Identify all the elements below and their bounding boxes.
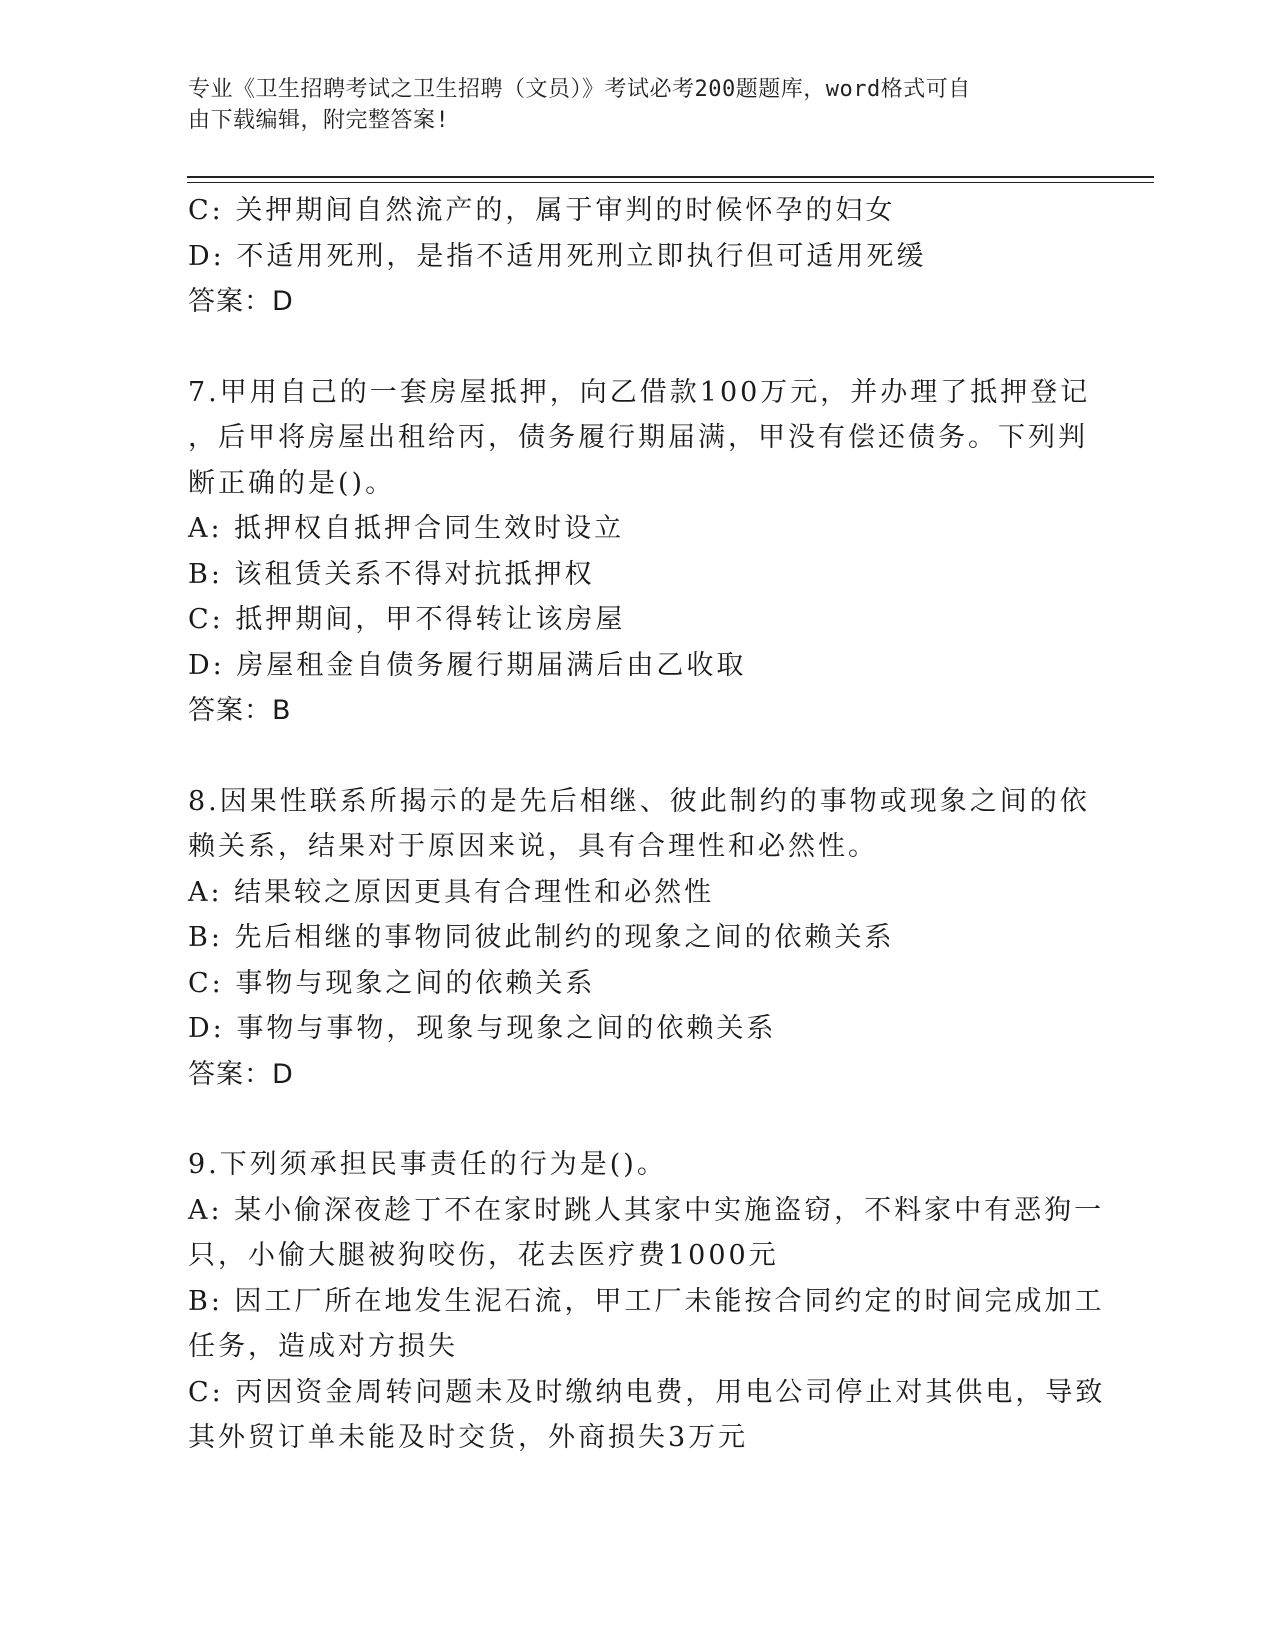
q9-option-c-line-1: C: 丙因资金周转问题未及时缴纳电费，用电公司停止对其供电，导致 [188, 1376, 1106, 1408]
q7-stem-line-2: ，后甲将房屋出租给丙，债务履行期届满，甲没有偿还债务。下列判 [188, 422, 1088, 453]
q9-stem-line-1: 9.下列须承担民事责任的行为是()。 [188, 1149, 667, 1180]
q8-option-b: B: 先后相继的事物同彼此制约的现象之间的依赖关系 [188, 922, 895, 953]
q8-option-a: A: 结果较之原因更具有合理性和必然性 [188, 876, 715, 908]
q8-option-d: D: 事物与事物，现象与现象之间的依赖关系 [188, 1013, 777, 1044]
spacer [188, 1097, 1088, 1142]
q9-option-b-line-2: 任务，造成对方损失 [188, 1331, 458, 1362]
header-line-2: 由下载编辑，附完整答案! [188, 108, 450, 133]
question-content [188, 188, 1106, 1461]
spacer [188, 734, 1088, 779]
spacer [188, 325, 1088, 370]
q8-answer: 答案：D [188, 1058, 294, 1090]
question-9 [188, 1142, 1106, 1461]
q6-answer: 答案：D [188, 286, 294, 317]
header-line-1: 专业《卫生招聘考试之卫生招聘（文员）》考试必考200题题库，word格式可自 [188, 77, 971, 102]
q6-option-c: C: 关押期间自然流产的，属于审判的时候怀孕的妇女 [188, 195, 896, 226]
q6-option-d: D: 不适用死刑，是指不适用死刑立即执行但可适用死缓 [188, 240, 927, 272]
q7-option-c: C: 抵押期间，甲不得转让该房屋 [188, 604, 626, 635]
q9-option-a-line-1: A: 某小偷深夜趁丁不在家时跳人其家中实施盗窃，不料家中有恶狗一 [188, 1194, 1105, 1226]
question-8 [188, 779, 1088, 1098]
q9-option-a-line-2: 只，小偷大腿被狗咬伤，花去医疗费1000元 [188, 1240, 779, 1271]
q8-stem-line-2: 赖关系，结果对于原因来说，具有合理性和必然性。 [188, 831, 878, 862]
q8-stem-line-1: 8.因果性联系所揭示的是先后相继、彼此制约的事物或现象之间的依 [188, 785, 1090, 817]
question-6-tail [188, 188, 1088, 325]
header-divider-thick [187, 176, 1154, 178]
q9-option-b-line-1: B: 因工厂所在地发生泥石流，甲工厂未能按合同约定的时间完成加工 [188, 1285, 1105, 1317]
page-header [188, 74, 1068, 136]
q8-option-c: C: 事物与现象之间的依赖关系 [188, 967, 596, 999]
q7-stem-line-3: 断正确的是()。 [188, 467, 396, 499]
q7-option-a: A: 抵押权自抵押合同生效时设立 [188, 513, 625, 544]
q7-stem-line-1: 7.甲用自己的一套房屋抵押，向乙借款100万元，并办理了抵押登记 [188, 376, 1091, 408]
question-7 [188, 370, 1091, 734]
q9-option-c-line-2: 其外贸订单未能及时交货，外商损失3万元 [188, 1422, 749, 1453]
q7-option-d: D: 房屋租金自债务履行期届满后由乙收取 [188, 649, 747, 681]
q7-answer: 答案：B [188, 695, 292, 726]
q7-option-b: B: 该租赁关系不得对抗抵押权 [188, 558, 595, 590]
header-divider-thin [187, 182, 1154, 183]
